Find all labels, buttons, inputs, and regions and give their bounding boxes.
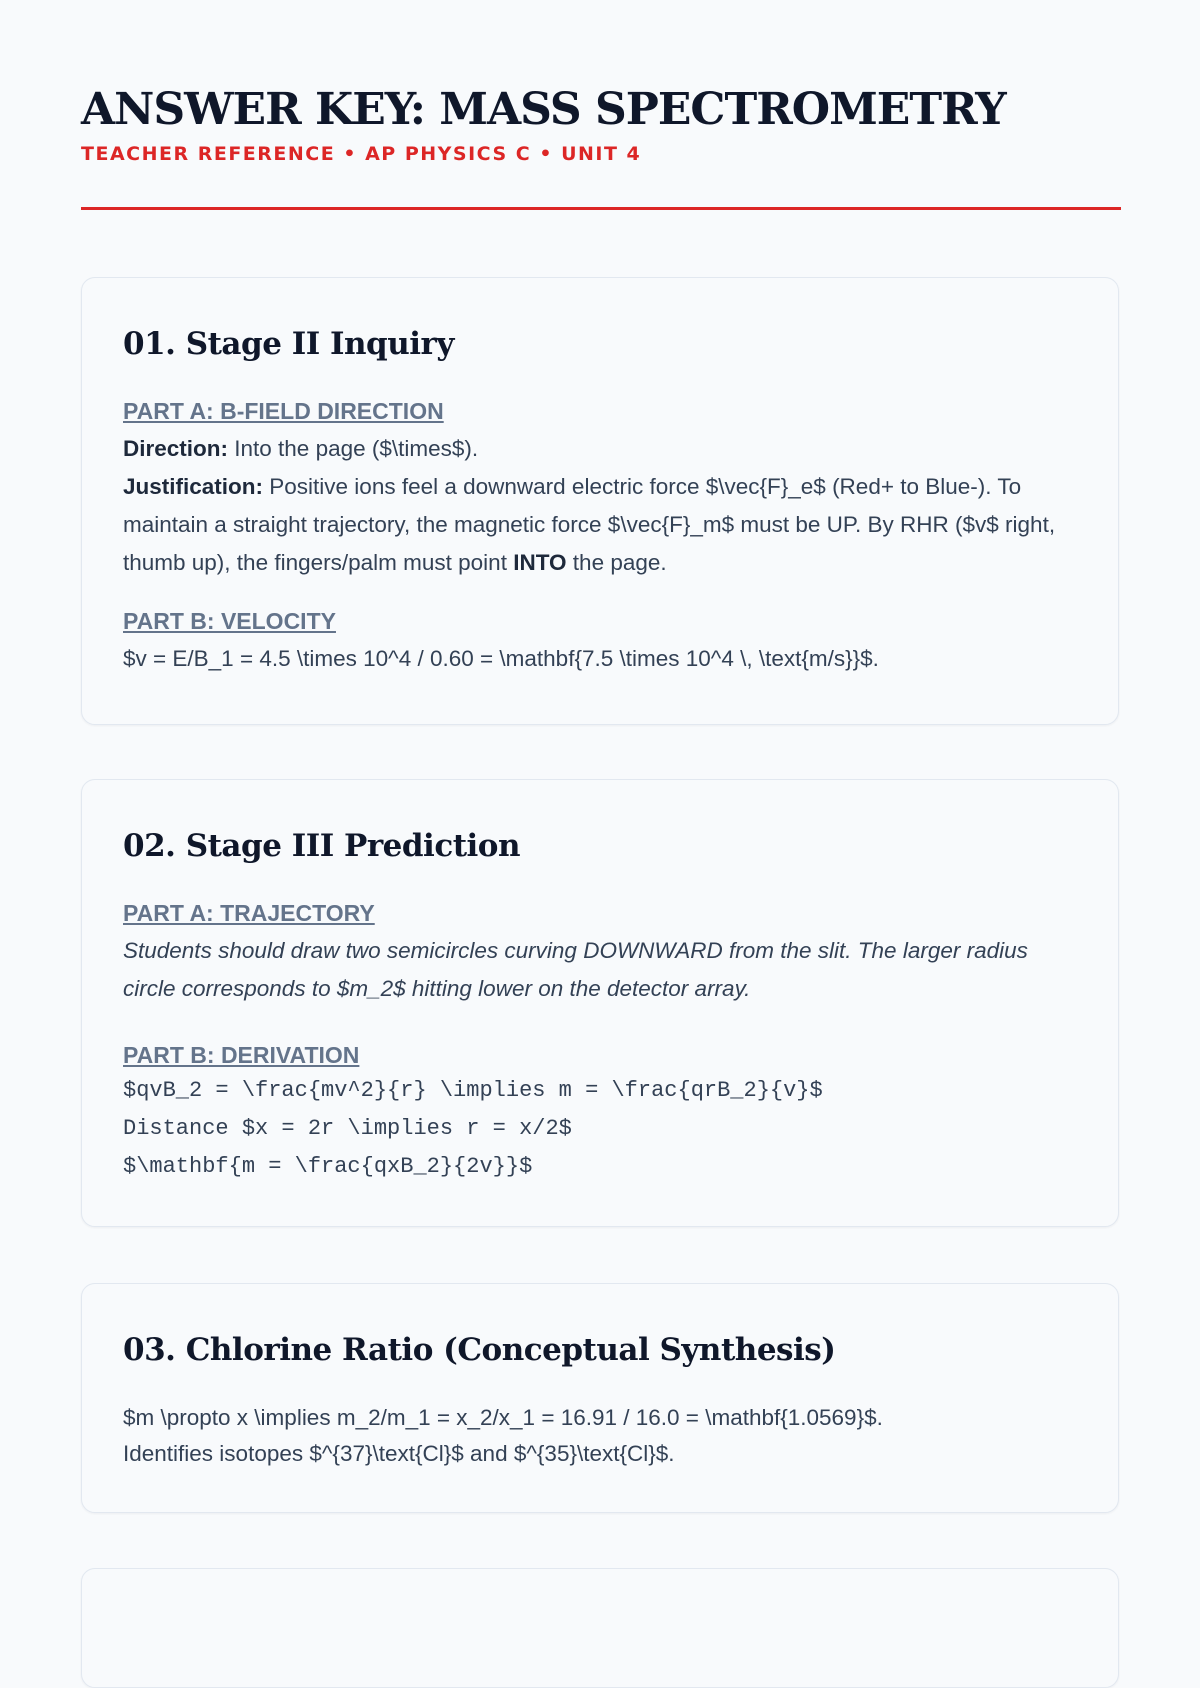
section-stage-ii-inquiry bbox=[81, 277, 1119, 725]
derivation-line: Distance $x = 2r \implies r = x/2$ bbox=[123, 1116, 572, 1141]
derivation-line: $qvB_2 = \frac{mv^2}{r} \implies m = \frac{qrB_2}{v}$ bbox=[123, 1078, 823, 1103]
section-title: 02. Stage III Prediction bbox=[123, 828, 521, 864]
section-next-card bbox=[81, 1568, 1119, 1688]
part-b-heading: PART B: DERIVATION bbox=[123, 1042, 360, 1068]
isotope-answer: Identifies isotopes $^{37}\text{Cl}$ and $^{35}\text{Cl}$. bbox=[123, 1441, 675, 1466]
section-title: 01. Stage II Inquiry bbox=[123, 326, 454, 362]
part-a-heading: PART A: B-FIELD DIRECTION bbox=[123, 398, 444, 424]
page-subtitle: TEACHER REFERENCE • AP PHYSICS C • UNIT 4 bbox=[81, 143, 642, 165]
ratio-answer: $m \propto x \implies m_2/m_1 = x_2/x_1 = 16.91 / 16.0 = \mathbf{1.0569}$. bbox=[123, 1405, 883, 1430]
section-chlorine-ratio bbox=[81, 1283, 1119, 1513]
derivation-line: $\mathbf{m = \frac{qxB_2}{2v}}$ bbox=[123, 1154, 533, 1179]
justification-label: Justification: bbox=[123, 474, 264, 499]
direction-answer bbox=[123, 430, 1079, 468]
page-title: ANSWER KEY: MASS SPECTROMETRY bbox=[81, 84, 1006, 135]
trajectory-answer: Students should draw two semicircles curving DOWNWARD from the slit. The larger radius circle corresponds to $m_2$ hitting lower on the detector array. bbox=[123, 938, 1028, 1001]
velocity-answer: $v = E/B_1 = 4.5 \times 10^4 / 0.60 = \mathbf{7.5 \times 10^4 \, \text{m/s}}$. bbox=[123, 646, 879, 671]
justification-text: Positive ions feel a downward electric force $\vec{F}_e$ (Red+ to Blue-). To maintain a straight trajectory, the magnetic force $\vec{F}_m$ must be UP. By RHR ($v$ right, thumb up), the fingers/palm must point bbox=[123, 474, 1056, 575]
section-title: 03. Chlorine Ratio (Conceptual Synthesis) bbox=[123, 1332, 836, 1368]
direction-label: Direction: bbox=[123, 436, 229, 461]
direction-text: Into the page ($\times$). bbox=[228, 436, 479, 461]
part-b-heading: PART B: VELOCITY bbox=[123, 608, 336, 634]
justification-end: the page. bbox=[566, 550, 667, 575]
justification-answer bbox=[123, 468, 1079, 582]
section-stage-iii-prediction bbox=[81, 779, 1119, 1227]
justification-emphasis: INTO bbox=[513, 550, 567, 575]
part-a-heading: PART A: TRAJECTORY bbox=[123, 900, 375, 926]
header-divider bbox=[81, 207, 1121, 210]
